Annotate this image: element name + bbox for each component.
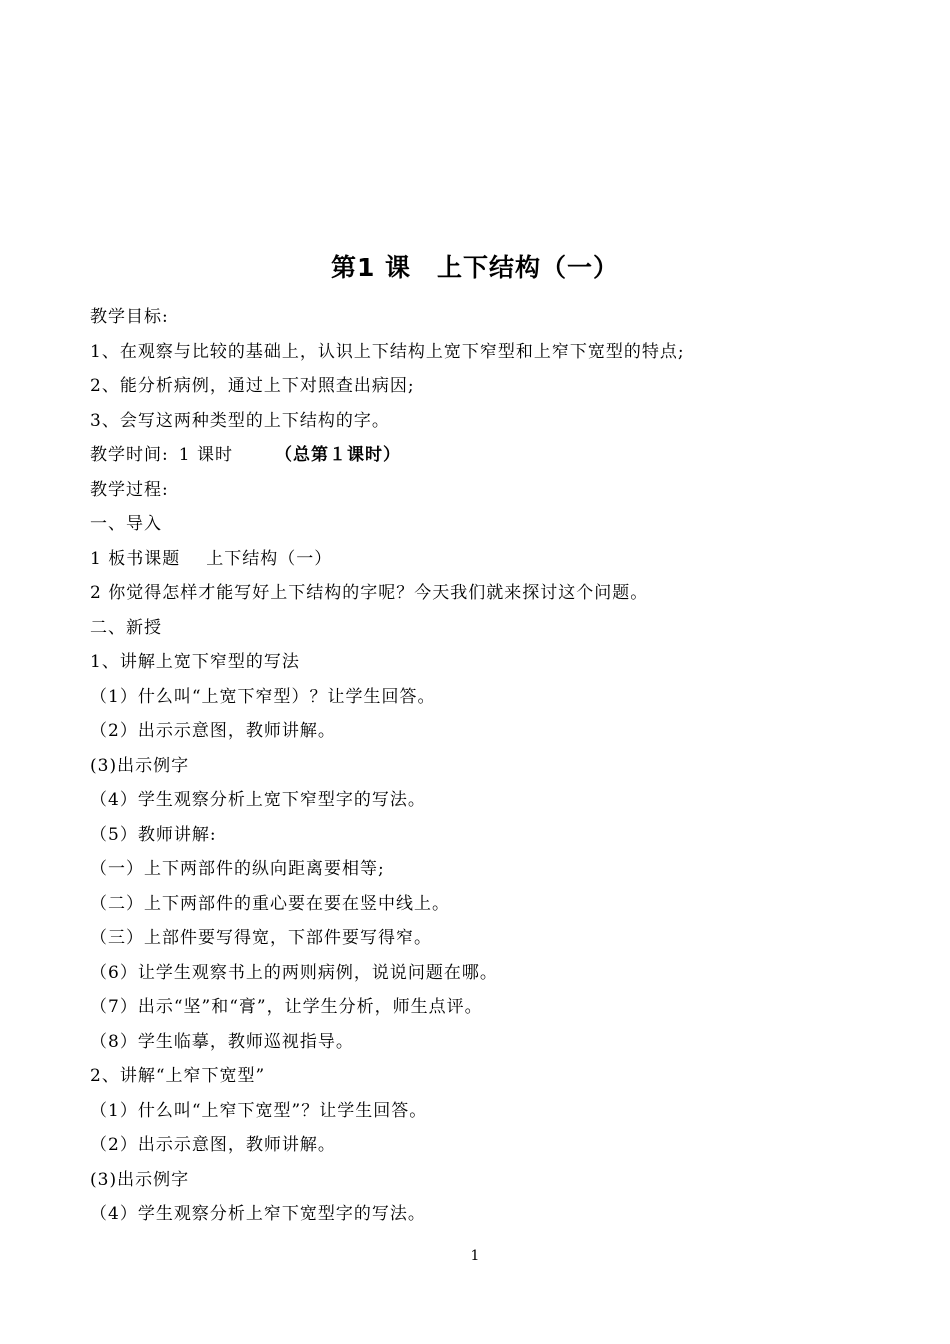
lesson-title: 第1 课 上下结构（一） xyxy=(330,253,620,282)
text-line: 3、会写这两种类型的上下结构的字。 xyxy=(90,410,390,431)
board-title-value: 上下结构（一） xyxy=(206,548,333,569)
text-line: （5）教师讲解: xyxy=(90,824,217,845)
text-line: （二）上下两部件的重心要在要在竖中线上。 xyxy=(90,893,450,914)
text-line: （8）学生临摹，教师巡视指导。 xyxy=(90,1031,354,1052)
text-line: （6）让学生观察书上的两则病例，说说问题在哪。 xyxy=(90,962,498,983)
text-line: （一）上下两部件的纵向距离要相等; xyxy=(90,859,385,879)
teaching-time-line xyxy=(90,438,890,473)
text-line: （2）出示示意图，教师讲解。 xyxy=(90,1135,336,1155)
text-line: 2、能分析病例，通过上下对照查出病因; xyxy=(90,376,415,396)
text-line: 一、导入 xyxy=(90,514,162,534)
text-line: (3)出示例字 xyxy=(90,755,190,776)
text-line: 教学目标: xyxy=(90,307,169,327)
text-line: （1）什么叫“上宽下窄型）？让学生回答。 xyxy=(90,686,436,707)
text-line: 二、新授 xyxy=(90,617,162,638)
board-title-label: 1 板书课题 xyxy=(90,548,181,569)
text-line: （2）出示示意图，教师讲解。 xyxy=(90,721,336,741)
text-line: 1、在观察与比较的基础上，认识上下结构上宽下窄型和上窄下宽型的特点; xyxy=(90,341,685,362)
text-line: （7）出示“坚”和“膏”，让学生分析，师生点评。 xyxy=(90,997,483,1017)
teaching-time-value: 1 课时 xyxy=(178,445,233,465)
text-line: （4）学生观察分析上窄下宽型字的写法。 xyxy=(90,1204,426,1224)
text-line: 1、讲解上宽下窄型的写法 xyxy=(90,652,300,672)
page-number: 1 xyxy=(470,1248,480,1264)
text-line: 2 你觉得怎样才能写好上下结构的字呢？今天我们就来探讨这个问题。 xyxy=(90,583,649,603)
text-line: （1）什么叫“上窄下宽型”？让学生回答。 xyxy=(90,1100,428,1121)
teaching-time-label: 教学时间: xyxy=(90,445,169,465)
text-line: 2、讲解“上窄下宽型” xyxy=(90,1066,266,1086)
text-line: 教学过程: xyxy=(90,479,169,500)
total-lesson-count: （总第１课时） xyxy=(274,445,401,465)
lesson-body xyxy=(90,300,890,1232)
text-line: （4）学生观察分析上宽下窄型字的写法。 xyxy=(90,790,426,810)
text-line: （三）上部件要写得宽，下部件要写得窄。 xyxy=(90,928,432,948)
text-line: (3)出示例字 xyxy=(90,1169,190,1190)
board-title-line xyxy=(90,542,890,577)
